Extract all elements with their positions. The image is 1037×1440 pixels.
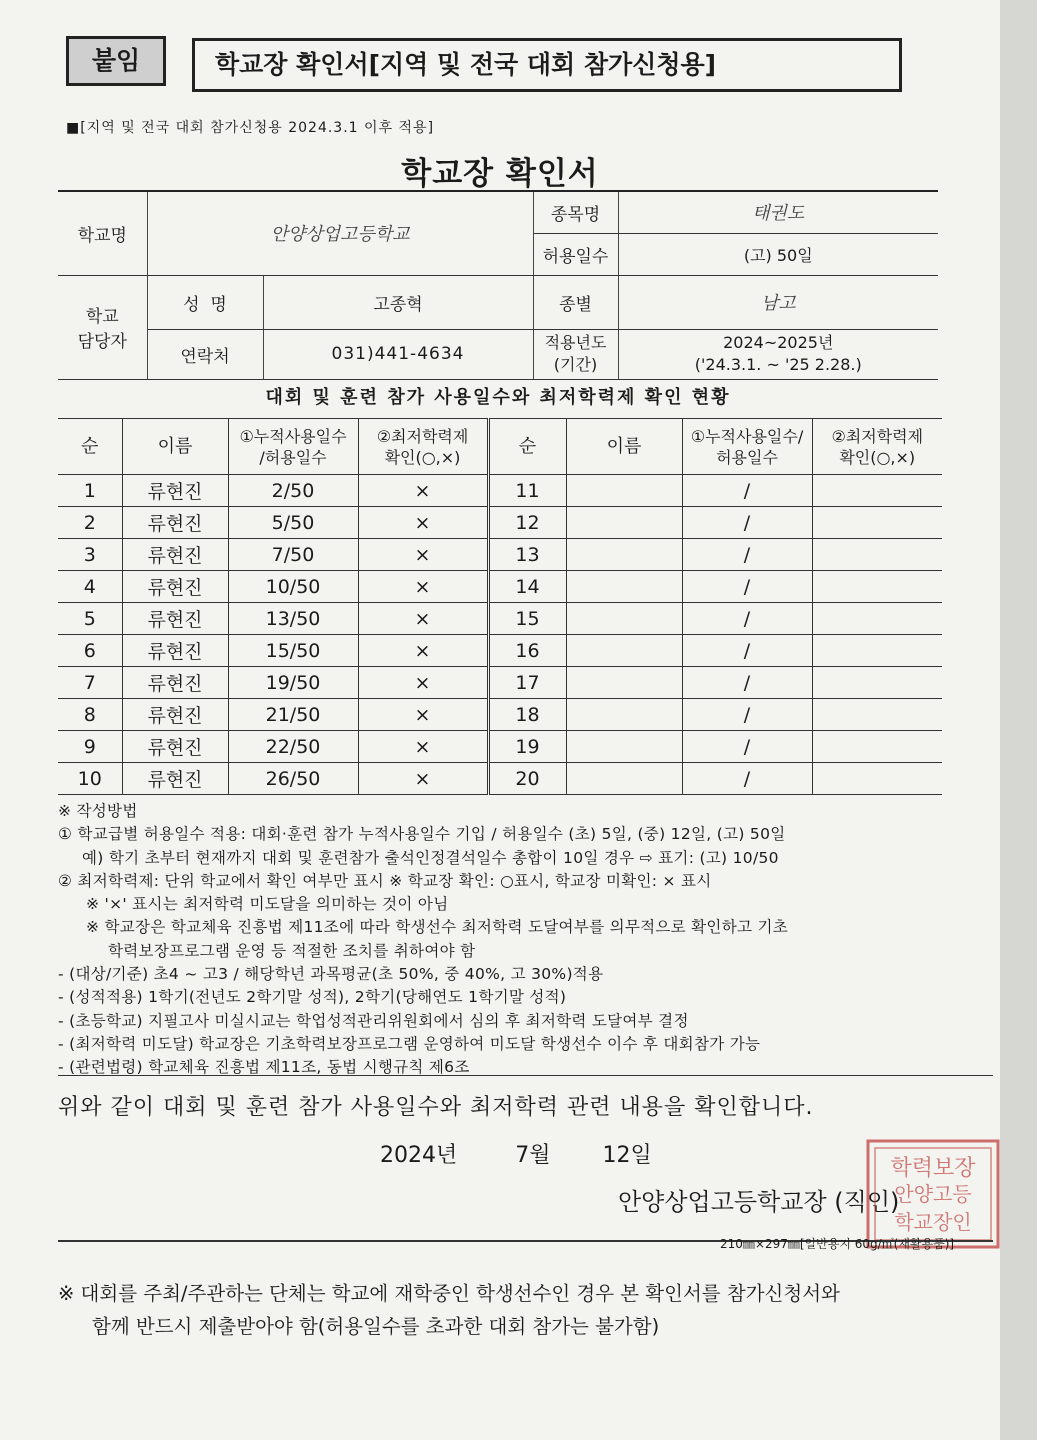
col-min-right <box>812 419 942 475</box>
staff-label <box>58 275 147 379</box>
row-no: 3 <box>58 539 122 571</box>
row-name: 류현진 <box>122 763 228 795</box>
row-min: × <box>358 667 488 699</box>
svg-text:학교장인: 학교장인 <box>894 1210 972 1234</box>
note-line: ① 학교급별 허용일수 적용: 대회·훈련 참가 누적사용일수 기입 / 허용일수 (초) 5일, (중) 12일, (고) 50일 <box>58 825 786 844</box>
row-no: 1 <box>58 475 122 507</box>
row-no-right: 20 <box>488 763 566 795</box>
table-row <box>58 475 942 507</box>
row-min-right <box>812 635 942 667</box>
issue-date <box>380 1138 652 1169</box>
row-min: × <box>358 731 488 763</box>
footer-line1: ※ 대회를 주최/주관하는 단체는 학교에 재학중인 학생선수인 경우 본 확인서를 참가신청서와 <box>58 1282 840 1305</box>
row-days-right: / <box>682 763 812 795</box>
writing-notes <box>58 800 963 1080</box>
row-days-right: / <box>682 603 812 635</box>
principal-signature: 안양상업고등학교장 (직인) <box>618 1188 900 1216</box>
allowed-days-value: (고) 50일 <box>618 233 938 275</box>
contact-value: 031)441-4634 <box>263 329 533 379</box>
row-no-right: 13 <box>488 539 566 571</box>
school-value: 안양상업고등학교 <box>147 191 533 275</box>
row-name-right <box>566 667 682 699</box>
row-days-right: / <box>682 507 812 539</box>
footer-line2: 함께 반드시 제출받아야 함(허용일수를 초과한 대회 참가는 불가함) <box>92 1315 660 1338</box>
row-days: 13/50 <box>228 603 358 635</box>
row-no-right: 15 <box>488 603 566 635</box>
row-min: × <box>358 763 488 795</box>
note-line: - (초등학교) 지필고사 미실시교는 학업성적관리위원회에서 심의 후 최저학력 도달여부 결정 <box>58 1011 689 1030</box>
row-min: × <box>358 475 488 507</box>
row-min-right <box>812 475 942 507</box>
row-min-right <box>812 667 942 699</box>
year-label-line1: 적용년도 <box>544 333 607 352</box>
row-no: 9 <box>58 731 122 763</box>
year-value-line2: ('24.3.1. ~ '25 2.28.) <box>694 355 862 374</box>
note-line: ※ 학교장은 학교체육 진흥법 제11조에 따라 학생선수 최저학력 도달여부를 의무적으로 확인하고 기초 <box>86 918 789 937</box>
divider <box>58 1075 993 1076</box>
contact-label: 연락처 <box>147 329 263 379</box>
row-no-right: 11 <box>488 475 566 507</box>
row-name-right <box>566 603 682 635</box>
year-label-line2: (기간) <box>553 355 598 374</box>
footer-note <box>58 1277 978 1343</box>
table-row <box>58 507 942 539</box>
note-line: - (대상/기준) 초4 ~ 고3 / 해당학년 과목평균(초 50%, 중 40%, 고 30%)적용 <box>58 965 604 984</box>
row-name-right <box>566 763 682 795</box>
col-name-right: 이름 <box>566 419 682 475</box>
row-min-right <box>812 539 942 571</box>
col-min-l1: ②최저학력제 <box>376 426 469 446</box>
row-days: 22/50 <box>228 731 358 763</box>
row-min-right <box>812 763 942 795</box>
table-row <box>58 763 942 795</box>
note-line: ※ 작성방법 <box>58 802 138 820</box>
sport-value: 태권도 <box>618 191 938 233</box>
note-line: - (관련법령) 학교체육 진흥법 제11조, 동법 시행규칙 제6조 <box>58 1058 470 1077</box>
row-no: 6 <box>58 635 122 667</box>
year-value <box>618 329 938 379</box>
form-title: 학교장 확인서[지역 및 전국 대회 참가신청용] <box>192 38 902 92</box>
row-min-right <box>812 571 942 603</box>
row-no-right: 14 <box>488 571 566 603</box>
row-name: 류현진 <box>122 571 228 603</box>
participation-table <box>58 418 942 795</box>
table-row <box>58 571 942 603</box>
table-row <box>58 667 942 699</box>
row-no-right: 17 <box>488 667 566 699</box>
row-days: 7/50 <box>228 539 358 571</box>
row-days: 26/50 <box>228 763 358 795</box>
row-no-right: 19 <box>488 731 566 763</box>
confirmation-statement: 위와 같이 대회 및 훈련 참가 사용일수와 최저학력 관련 내용을 확인합니다. <box>58 1095 814 1120</box>
row-name-right <box>566 699 682 731</box>
row-days: 21/50 <box>228 699 358 731</box>
row-days: 15/50 <box>228 635 358 667</box>
col-min <box>358 419 488 475</box>
row-name: 류현진 <box>122 507 228 539</box>
col-no: 순 <box>58 419 122 475</box>
name-label: 성 명 <box>147 275 263 329</box>
row-name: 류현진 <box>122 731 228 763</box>
row-days-right: / <box>682 539 812 571</box>
row-no: 8 <box>58 699 122 731</box>
document-title: 학교장 확인서 <box>401 156 599 192</box>
col-min-right-l2: 확인(○,×) <box>839 447 916 467</box>
row-min: × <box>358 603 488 635</box>
table-row <box>58 731 942 763</box>
date-day: 12일 <box>602 1143 652 1168</box>
school-label: 학교명 <box>58 191 147 275</box>
note-line: - (성적적용) 1학기(전년도 2학기말 성적), 2학기(당해연도 1학기말 성적) <box>58 988 567 1007</box>
section-title: 대회 및 훈련 참가 사용일수와 최저학력제 확인 현황 <box>265 387 731 408</box>
row-min-right <box>812 731 942 763</box>
note-line: 예) 학기 초부터 현재까지 대회 및 훈련참가 출석인정결석일수 총합이 10일 경우 ⇨ 표기: (고) 10/50 <box>82 848 779 867</box>
form-subnote: ■[지역 및 전국 대회 참가신청용 2024.3.1 이후 적용] <box>66 120 435 136</box>
gender-value: 남고 <box>618 275 938 329</box>
row-days-right: / <box>682 699 812 731</box>
row-min: × <box>358 699 488 731</box>
row-name-right <box>566 635 682 667</box>
info-table <box>58 190 938 380</box>
table-row <box>58 635 942 667</box>
row-days-right: / <box>682 667 812 699</box>
row-name: 류현진 <box>122 475 228 507</box>
row-no-right: 12 <box>488 507 566 539</box>
row-days-right: / <box>682 571 812 603</box>
row-min-right <box>812 603 942 635</box>
row-name-right <box>566 475 682 507</box>
row-min: × <box>358 635 488 667</box>
row-days-right: / <box>682 635 812 667</box>
row-days: 2/50 <box>228 475 358 507</box>
row-days-right: / <box>682 475 812 507</box>
row-no-right: 18 <box>488 699 566 731</box>
row-name: 류현진 <box>122 539 228 571</box>
row-days-right: / <box>682 731 812 763</box>
gender-label: 종별 <box>533 275 618 329</box>
row-no-right: 16 <box>488 635 566 667</box>
row-min-right <box>812 507 942 539</box>
row-no: 7 <box>58 667 122 699</box>
row-days: 5/50 <box>228 507 358 539</box>
row-no: 5 <box>58 603 122 635</box>
year-label <box>533 329 618 379</box>
row-min: × <box>358 571 488 603</box>
attachment-label: 붙임 <box>66 36 166 86</box>
col-days-right-l1: ①누적사용일수/ <box>690 426 804 446</box>
allowed-days-label: 허용일수 <box>533 233 618 275</box>
col-min-right-l1: ②최저학력제 <box>831 426 924 446</box>
paper-spec: 210㎜×297㎜[일반용지 60g/㎡(재활용품)] <box>720 1237 955 1251</box>
svg-text:안양고등: 안양고등 <box>894 1182 972 1206</box>
row-min-right <box>812 699 942 731</box>
row-no: 2 <box>58 507 122 539</box>
note-line: ② 최저학력제: 단위 학교에서 확인 여부만 표시 ※ 학교장 확인: ○표시, 학교장 미확인: × 표시 <box>58 871 712 890</box>
table-row <box>58 539 942 571</box>
row-days: 10/50 <box>228 571 358 603</box>
row-name: 류현진 <box>122 667 228 699</box>
col-days-right-l2: 허용일수 <box>716 447 778 467</box>
note-line: - (최저학력 미도달) 학교장은 기초학력보장프로그램 운영하여 미도달 학생선수 이수 후 대회참가 가능 <box>58 1034 761 1053</box>
col-min-l2: 확인(○,×) <box>384 447 461 467</box>
svg-text:학력보장: 학력보장 <box>890 1156 976 1181</box>
row-name: 류현진 <box>122 635 228 667</box>
name-value: 고종혁 <box>263 275 533 329</box>
table-header-row <box>58 419 942 475</box>
staff-label-line2: 담당자 <box>77 332 127 352</box>
row-name-right <box>566 507 682 539</box>
row-name: 류현진 <box>122 699 228 731</box>
date-year: 2024년 <box>380 1143 458 1168</box>
row-no: 10 <box>58 763 122 795</box>
note-line: 학력보장프로그램 운영 등 적절한 조치를 취하여야 함 <box>108 941 476 960</box>
sport-label: 종목명 <box>533 191 618 233</box>
row-name-right <box>566 731 682 763</box>
background-edge <box>1000 0 1037 1440</box>
col-days-l2: /허용일수 <box>259 447 327 467</box>
date-month: 7월 <box>515 1143 551 1168</box>
note-line: ※ '×' 표시는 최저학력 미도달을 의미하는 것이 아님 <box>86 895 449 914</box>
row-days: 19/50 <box>228 667 358 699</box>
col-days <box>228 419 358 475</box>
row-min: × <box>358 539 488 571</box>
staff-label-line1: 학교 <box>85 307 119 327</box>
col-no-right: 순 <box>488 419 566 475</box>
row-name-right <box>566 539 682 571</box>
row-name-right <box>566 571 682 603</box>
col-name: 이름 <box>122 419 228 475</box>
row-no: 4 <box>58 571 122 603</box>
year-value-line1: 2024~2025년 <box>723 333 834 352</box>
col-days-l1: ①누적사용일수 <box>239 426 347 446</box>
table-row <box>58 603 942 635</box>
row-min: × <box>358 507 488 539</box>
table-row <box>58 699 942 731</box>
row-name: 류현진 <box>122 603 228 635</box>
col-days-right <box>682 419 812 475</box>
